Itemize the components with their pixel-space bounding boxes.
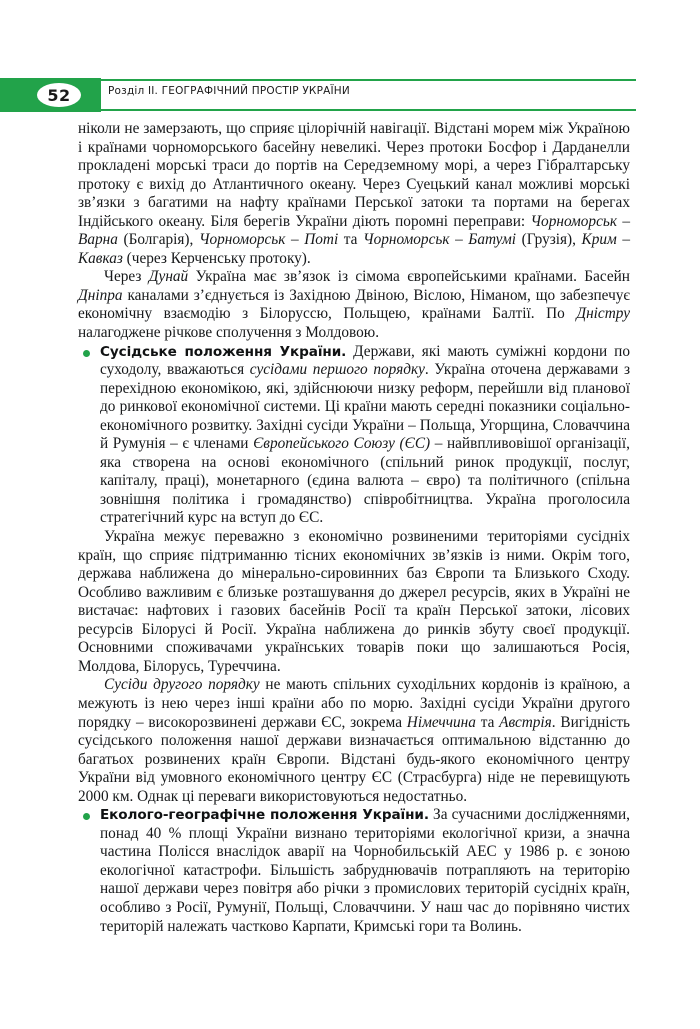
green-bullet-icon bbox=[83, 350, 90, 357]
par1-italic-2: Чорноморськ – Поті bbox=[198, 231, 339, 249]
chapter-title: Розділ II. ГЕОГРАФІЧНИЙ ПРОСТІР УКРАЇНИ bbox=[108, 85, 350, 97]
paragraph-economy: Україна межує переважно з економічно розвиненими територіями сусідніх країн, що сприяє підтриманню тісних економічних зв’язків із ними. Окрім того, держава наближена до мінерально-сировинних баз Європи та Близького Сходу. Особливо важливим є близьке розташування до джерел ресурсів, яких в Україні не вистачає: нафтових і газових басейнів Росії та країн Перської затоки, лісових ресурсів Білорусі й Росії. Україна наближена до ринків збуту своєї продукції. Основними споживачами українських товарів поки що залишаються Росія, Молдова, Білорусь, Туреччина. bbox=[78, 528, 630, 675]
par1-italic-4: Крим – Кавказ bbox=[78, 231, 630, 267]
paragraph-continuation bbox=[78, 120, 630, 268]
par3-italic-1: сусідами першого порядку bbox=[249, 361, 425, 379]
par5-text-1: не мають спільних суходільних кордонів із країною, а межують із нею через інші країни або по морю. Західні сусіди України другого порядку – високорозвинені держави ЄС, зокрема bbox=[78, 676, 630, 731]
par5-text-3: . Вигідність сусідського положення нашої держави визначається оптимальною відстанню до багатьох розвинених країн Європи. Відстані будь-якого економічного центру України від умовного економічного центру ЄС (Страсбурга) ніде не перевищують 2000 км. Однак ці переваги використовуються недостатньо. bbox=[78, 713, 630, 805]
par1-text-3: та bbox=[338, 231, 364, 249]
par3-text-2: . Україна оточена державами з перехідною економікою, які, здійснюючи низку реформ, перейшли від планової до ринкової економічної системи. Ці країни мають середні показники соціально-економічного розвитку. Західні сусіди України – Польща, Угорщина, Словаччина й Румунія – є членами bbox=[100, 361, 630, 453]
header-rule-bottom bbox=[101, 109, 636, 111]
par2-text-3: каналами з’єднується із Західною Двіною, Віслою, Німаном, що забезпечує економічну взаємодію з Білоруссю, Польщею, країнами Балтії. По bbox=[78, 286, 630, 323]
par2-text-2: Україна має зв’язок із сімома європейськими країнами. Басейн bbox=[188, 268, 630, 286]
par2-text-4: налагоджене річкове сполучення з Молдовою. bbox=[78, 324, 380, 342]
paragraph-second-order-neighbours bbox=[78, 676, 630, 806]
par3-text-1: Держави, які мають суміжні кордони по суходолу, вважаються bbox=[100, 342, 630, 379]
par5-italic-3: Австрія bbox=[499, 713, 552, 731]
header-rule-top bbox=[101, 79, 636, 81]
par1-text-5: (через Керченську протоку). bbox=[122, 249, 311, 267]
par2-text-1: Через bbox=[104, 268, 149, 286]
green-bullet-icon bbox=[83, 813, 90, 820]
par3-italic-2: Європейського Союзу (ЄС) bbox=[253, 435, 431, 453]
par2-italic-2: Дніпра bbox=[78, 286, 123, 304]
par5-text-2: та bbox=[475, 713, 500, 731]
par1-italic-3: Чорноморськ – Батумі bbox=[363, 231, 517, 249]
par1-text-4: (Грузія), bbox=[516, 231, 582, 249]
par2-italic-3: Дністру bbox=[576, 305, 630, 323]
page-header bbox=[0, 78, 700, 112]
page-content bbox=[78, 120, 630, 936]
section-heading-neighbour: Сусідське положення України. bbox=[100, 343, 347, 360]
par5-italic-2: Німеччина bbox=[406, 713, 476, 731]
par5-italic-1: Сусіди другого порядку bbox=[104, 676, 260, 694]
par6-text-1: За сучасними дослідженнями, понад 40 % площі України визнано територіями екологічної кризи, а значна частина Полісся внаслідок аварії на Чорнобильській АЕС у 1986 р. є зоною екологічної катастрофи. Більшість забруднювачів потрапляють на територію нашої держави через повітря або річки з промислових територій сусідніх країн, особливо з Росії, Румунії, Польщі, Словаччини. У наш час до порівняно чистих територій належать частково Карпати, Кримські гори та Волинь. bbox=[100, 806, 631, 935]
par2-italic-1: Дунай bbox=[148, 268, 189, 286]
par1-text-2: (Болгарія), bbox=[117, 231, 199, 249]
section-neighbour-position bbox=[78, 343, 630, 528]
par1-text-1: ніколи не замерзають, що сприяє цілорічній навігації. Відстані морем між Україною і країнами чорноморського басейну невеликі. Через протоки Босфор і Дарданелли прокладені морські траси до портів на Середземному морі, а через Гібралтарську протоку є вихід до Атлантичного океану. Через Суецький канал можливі морські зв’язки з багатими на нафту країнами Перської затоки та портами на берегах Індійського океану. Біля берегів України діють поромні переправи: bbox=[78, 120, 630, 230]
paragraph-rivers bbox=[78, 268, 630, 342]
par3-text-3: – найвпливовішої організації, яка створена на основі економічного (спільний ринок продукції, послуг, капіталу, праці), монетарного (єдина валюта – євро) та політичного (спільна зовнішня політика і громадянство) співробітництва. Україна проголосила стратегічний курс на вступ до ЄС. bbox=[100, 435, 630, 527]
page-number-badge: 52 bbox=[37, 83, 81, 107]
section-ecological-position bbox=[78, 806, 630, 936]
section-heading-ecological: Еколого-географічне положення України. bbox=[100, 807, 429, 824]
par1-italic-1: Чорноморськ – Варна bbox=[78, 212, 630, 249]
